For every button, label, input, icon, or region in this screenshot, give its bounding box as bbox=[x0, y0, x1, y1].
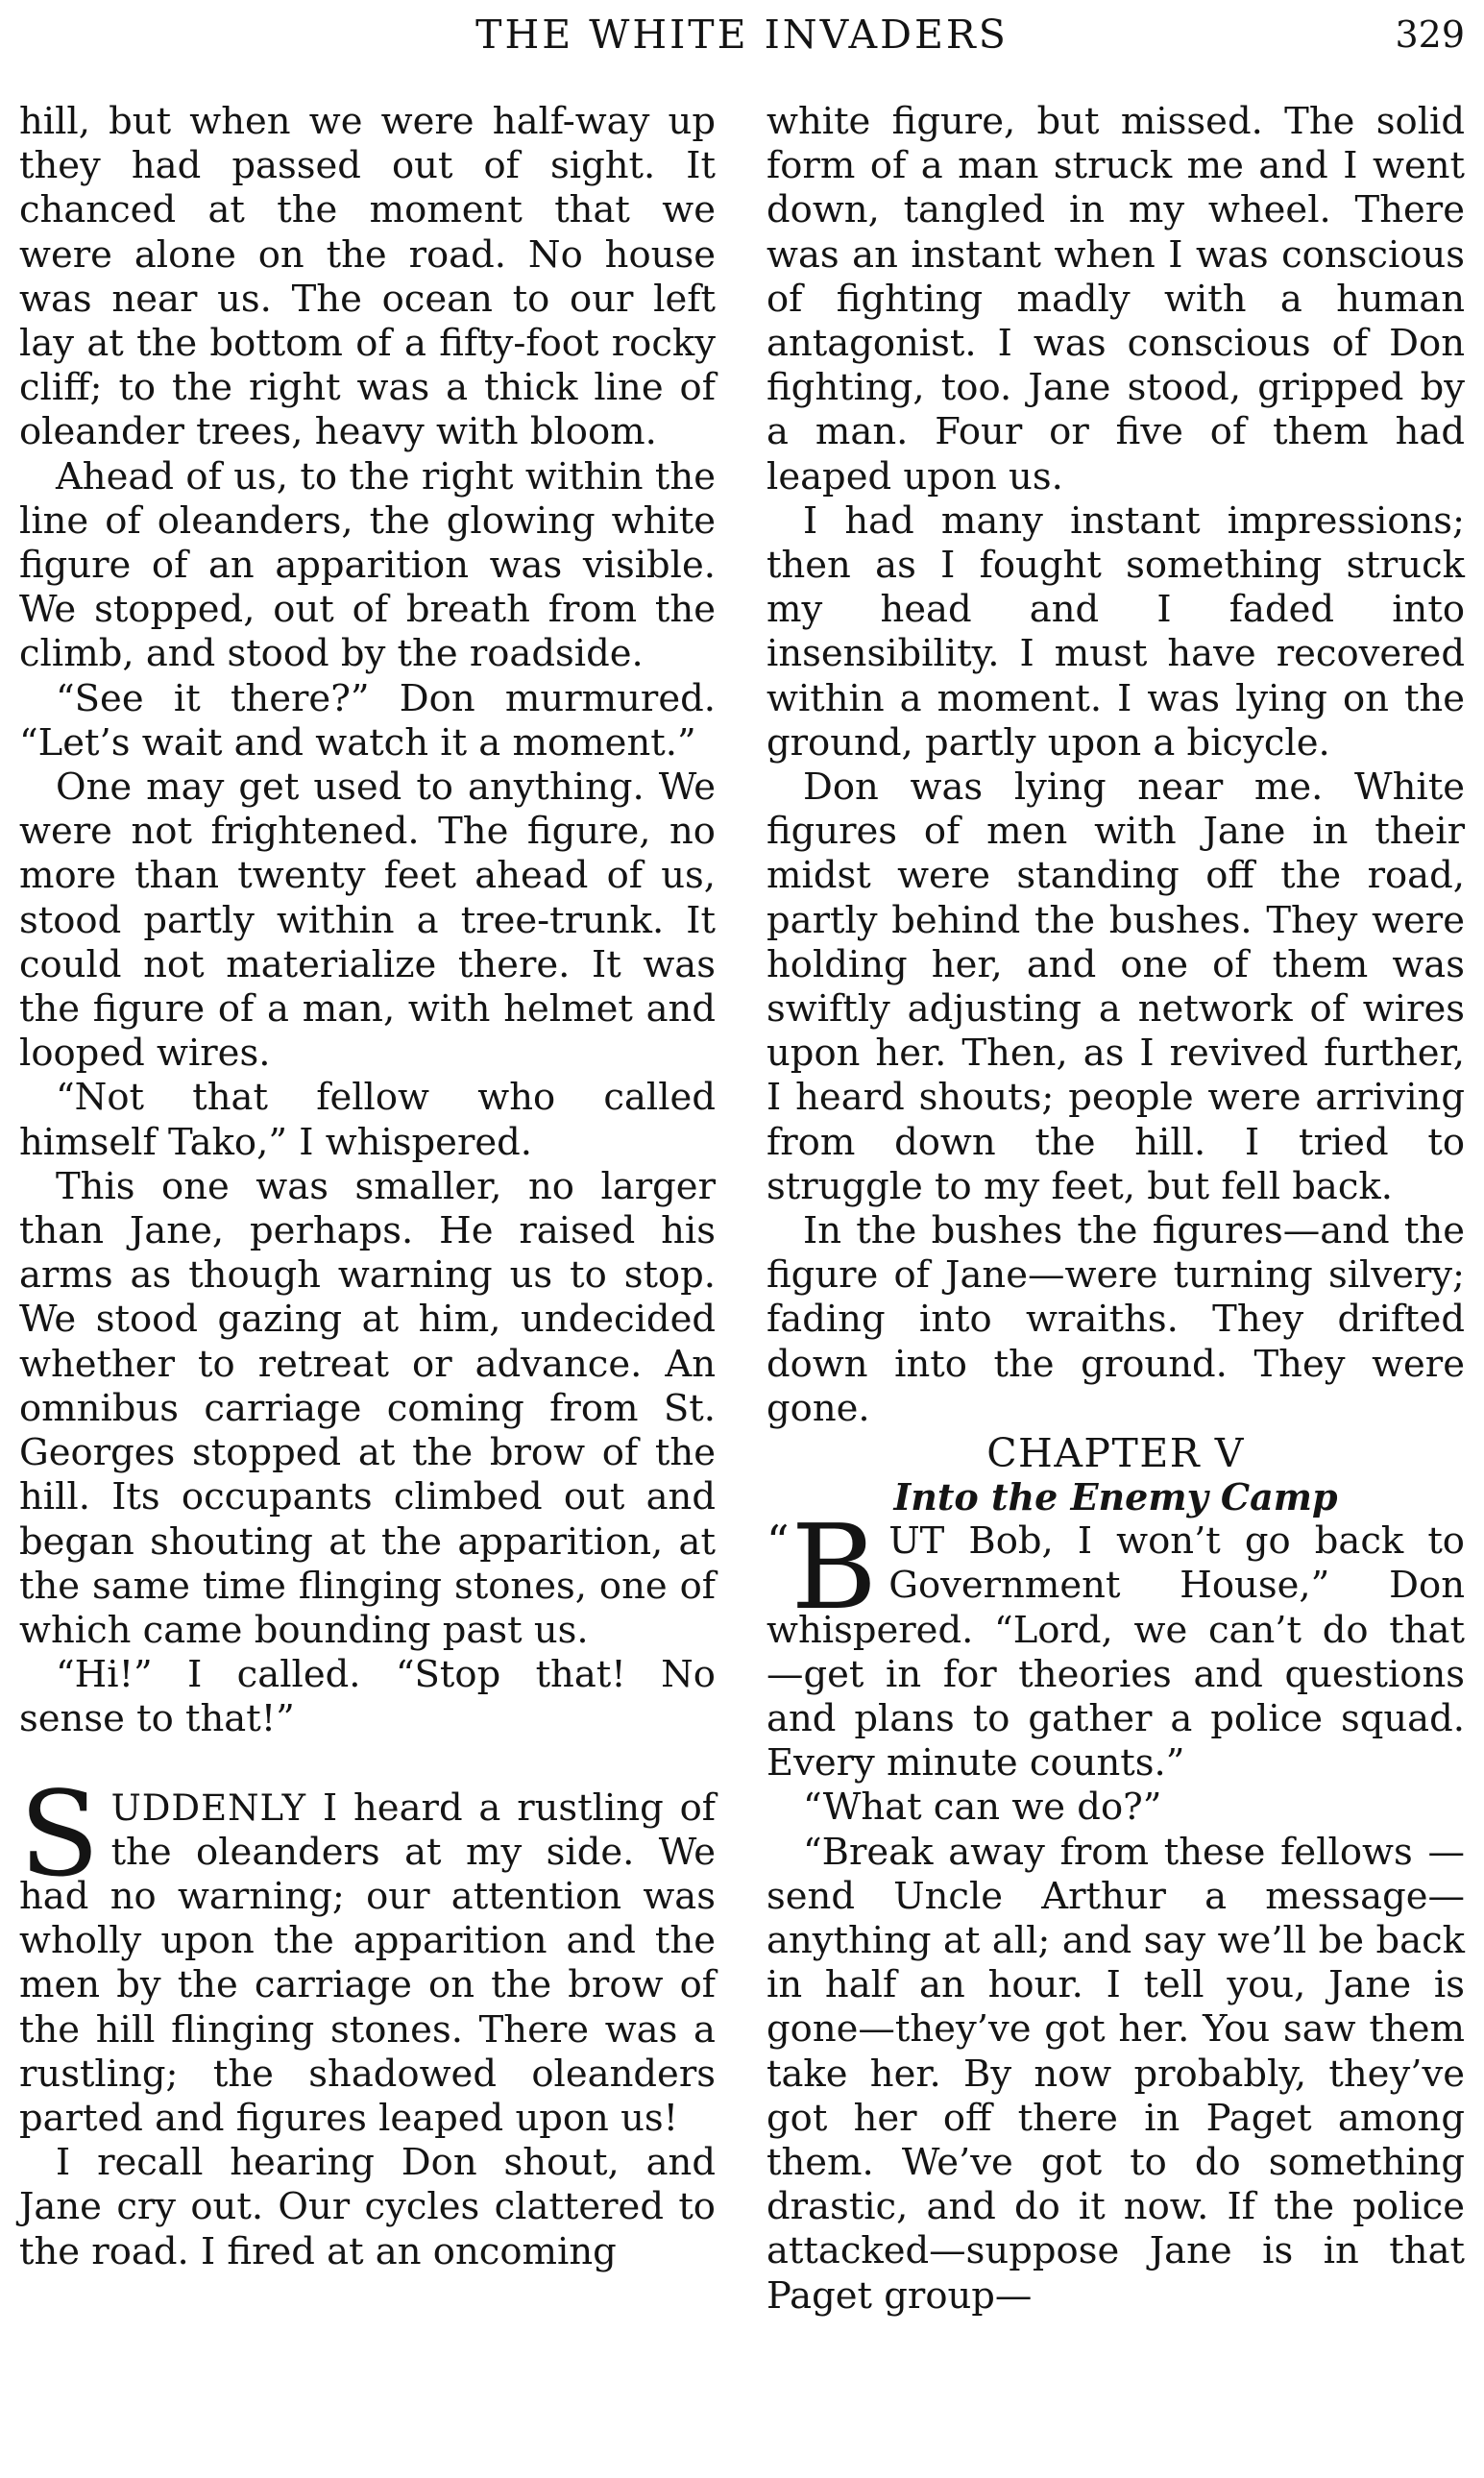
paragraph: hill, but when we were half-way up they had passed out of sight. It chanced at the moment that we were alone on the road. No house was near us. The ocean to our left lay at the bottom of a fifty-foot rocky cliff; to the right was a thick line of oleander trees, heavy with bloom. bbox=[19, 100, 716, 454]
paragraph: In the bushes the figures—and the figure of Jane—were turning silvery; fading into wraiths. They drifted down into the ground. They were gone. bbox=[766, 1209, 1465, 1430]
drop-cap: B bbox=[791, 1499, 878, 1637]
drop-cap: S bbox=[19, 1765, 100, 1903]
paragraph: “Hi!” I called. “Stop that! No sense to that!” bbox=[19, 1653, 716, 1741]
dropcap-paragraph bbox=[766, 1499, 1465, 1786]
paragraph: One may get used to anything. We were not frightened. The figure, no more than twenty feet ahead of us, stood partly within a tree-trunk. It could not materialize there. It was the figure of a man, with helmet and looped wires. bbox=[19, 765, 716, 1076]
paragraph: I recall hearing Don shout, and Jane cry out. Our cycles clattered to the road. I fired at an oncoming bbox=[19, 2141, 716, 2273]
chapter-heading: CHAPTER V bbox=[986, 1430, 1245, 1477]
dropcap-paragraph bbox=[19, 1765, 716, 2142]
paragraph: white figure, but missed. The solid form of a man struck me and I went down, tangled in my wheel. There was an instant when I was conscious of fighting madly with a human antagonist. I was conscious of Don fighting, too. Jane stood, gripped by a man. Four or five of them had leaped upon us. bbox=[766, 100, 1465, 498]
open-quote-mark: “ bbox=[766, 1516, 790, 1568]
paragraph: Don was lying near me. White figures of men with Jane in their midst were standing off the road, partly behind the bushes. They were holding her, and one of them was swiftly adjusting a network of wires upon her. Then, as I revived further, I heard shouts; people were arriving from down the hill. I tried to struggle to my feet, but fell back. bbox=[766, 765, 1465, 1208]
paragraph: “Not that fellow who called himself Tako,” I whispered. bbox=[19, 1076, 716, 1164]
paragraph: This one was smaller, no larger than Jane, perhaps. He raised his arms as though warning us to stop. We stood gazing at him, undecided whether to retreat or advance. An omnibus carriage coming from St. Georges stopped at the brow of the hill. Its occupants climbed out and began shouting at the apparition, at the same time flinging stones, one of which came bounding past us. bbox=[19, 1164, 716, 1652]
lead-in-text: UT bbox=[888, 1519, 945, 1564]
running-title: THE WHITE INVADERS bbox=[475, 12, 1009, 58]
paragraph: I had many instant impressions; then as I fought something struck my head and I faded into insensibility. I must have recovered within a moment. I was lying on the ground, partly upon a bicycle. bbox=[766, 498, 1465, 765]
right-column bbox=[766, 100, 1465, 2319]
paragraph: “See it there?” Don murmured. “Let’s wait and watch it a moment.” bbox=[19, 676, 716, 765]
paragraph: “What can we do?” bbox=[803, 1786, 1162, 1830]
paragraph-text: Bob, I won’t go back to Government House,” Don whispered. “Lord, we can’t do that —get in for theories and questions and plans to gather a police squad. Every minute counts.” bbox=[766, 1519, 1465, 1786]
chapter-subtitle: Into the Enemy Camp bbox=[893, 1475, 1338, 1519]
paragraph-text: I heard a rustling of the oleanders at my side. We had no warning; our attention was wholly upon the apparition and the men by the carriage on the brow of the hill flinging stones. There was a rustling; the shadowed oleanders parted and figures leaped upon us! bbox=[19, 1786, 716, 2140]
page-number: 329 bbox=[1395, 13, 1465, 56]
left-column bbox=[19, 100, 716, 2274]
lead-in-text: UDDENLY bbox=[110, 1786, 307, 1829]
paragraph: Ahead of us, to the right within the line of oleanders, the glowing white figure of an apparition was visible. We stopped, out of breath from the climb, and stood by the roadside. bbox=[19, 454, 716, 676]
running-head bbox=[19, 8, 1465, 61]
paragraph: “Break away from these fellows —send Uncle Arthur a message— anything at all; and say we’ll be back in half an hour. I tell you, Jane is gone—they’ve got her. You saw them take her. By now probably, they’ve got her off there in Paget among them. We’ve got to do something drastic, and do it now. If the police attacked—suppose Jane is in that Paget group— bbox=[766, 1830, 1465, 2318]
